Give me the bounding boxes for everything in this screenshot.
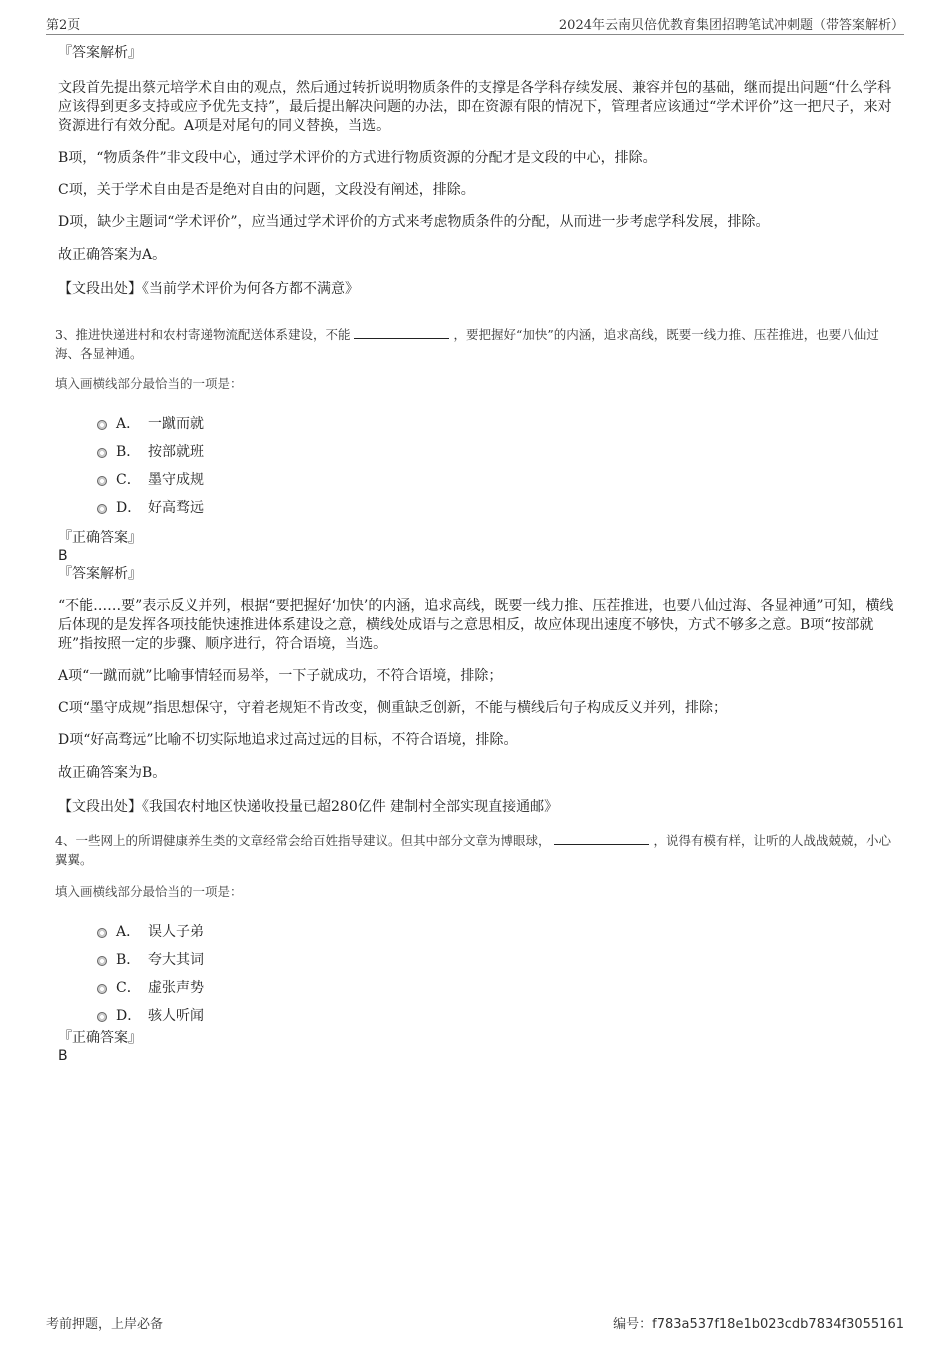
q3-options (97, 409, 900, 521)
document-title: 2024年云南贝倍优教育集团招聘笔试冲刺题（带答案解析） (558, 18, 904, 33)
q3-prompt: 填入画横线部分最恰当的一项是： (55, 376, 243, 391)
q2-conclusion: 故正确答案为A。 (58, 247, 167, 263)
q2-analysis-tag: 『答案解析』 (58, 45, 142, 61)
radio-icon[interactable] (97, 504, 107, 514)
page-content (55, 44, 900, 1065)
radio-icon[interactable] (97, 1012, 107, 1022)
q3-analysis-tag: 『答案解析』 (58, 566, 142, 582)
blank-line (554, 832, 649, 845)
q3-conclusion: 故正确答案为B。 (58, 765, 167, 781)
q3-option-d[interactable]: D． 好高骛远 (97, 493, 900, 521)
q3-analysis-para-1: “不能……要”表示反义并列，根据“要把握好‘加快’的内涵，追求高线，既要一线力推、压茬推进，也要八仙过海、各显神通”可知，横线后体现的是发挥各项技能快速推进体系建设之意，横线处成语与之意思相反，故应体现出速度不够快，方式不够多之意。B项“按部就班”指按照一定的步骤、顺序进行，符合语境，当选。 (58, 598, 894, 652)
q4-options (97, 917, 900, 1029)
page-footer (46, 1313, 904, 1333)
radio-icon[interactable] (97, 984, 107, 994)
q2-source: 【文段出处】《当前学术评价为何各方都不满意》 (58, 281, 359, 297)
q3-analysis-para-2: A项“一蹴而就”比喻事情轻而易举，一下子就成功，不符合语境，排除； (58, 668, 503, 684)
q3-analysis-para-3: C项“墨守成规”指思想保守，守着老规矩不肯改变，侧重缺乏创新，不能与横线后句子构成反义并列，排除； (58, 700, 728, 716)
q3-analysis-para-4: D项“好高骛远”比喻不切实际地追求过高过远的目标，不符合语境，排除。 (58, 732, 518, 748)
q4-prompt: 填入画横线部分最恰当的一项是： (55, 884, 243, 899)
q3-option-b[interactable]: B． 按部就班 (97, 437, 900, 465)
q3-option-c[interactable]: C． 墨守成规 (97, 465, 900, 493)
q4-option-b[interactable]: B． 夸大其词 (97, 945, 900, 973)
q3-source: 【文段出处】《我国农村地区快递收投量已超280亿件 建制村全部实现直接通邮》 (58, 799, 559, 815)
q4-stem: 4、一些网上的所谓健康养生类的文章经常会给百姓指导建议。但其中部分文章为博眼球， ，说得有模有样，让听的人战战兢兢，小心翼翼。 (55, 833, 891, 867)
q3-correct-answer: B (58, 548, 68, 564)
footer-code: 编号：f783a537f18e1b023cdb7834f3055161 (613, 1317, 904, 1332)
q4-option-c[interactable]: C． 虚张声势 (97, 973, 900, 1001)
page-header (46, 14, 904, 35)
radio-icon[interactable] (97, 448, 107, 458)
q4-option-a[interactable]: A． 误人子弟 (97, 917, 900, 945)
q2-analysis-para-3: C项，关于学术自由是否是绝对自由的问题，文段没有阐述，排除。 (58, 182, 475, 198)
q2-analysis-para-2: B项，“物质条件”非文段中心，通过学术评价的方式进行物质资源的分配才是文段的中心，排除。 (58, 150, 657, 166)
radio-icon[interactable] (97, 476, 107, 486)
radio-icon[interactable] (97, 928, 107, 938)
q2-analysis-para-1: 文段首先提出蔡元培学术自由的观点，然后通过转折说明物质条件的支撑是各学科存续发展、兼容并包的基础，继而提出问题“什么学科应该得到更多支持或应予优先支持”，最后提出解决问题的办法，即在资源有限的情况下，管理者应该通过“学术评价”这一把尺子，来对资源进行有效分配。A项是对尾句的同义替换，当选。 (58, 80, 892, 134)
q4-option-d[interactable]: D． 骇人听闻 (97, 1001, 900, 1029)
q3-stem: 3、推进快递进村和农村寄递物流配送体系建设，不能 ，要把握好“加快”的内涵，追求高线，既要一线力推、压茬推进，也要八仙过海、各显神通。 (55, 327, 879, 361)
page-number: 第2页 (46, 18, 81, 33)
q3-option-a[interactable]: A． 一蹴而就 (97, 409, 900, 437)
footer-slogan: 考前押题，上岸必备 (46, 1317, 164, 1332)
q2-analysis-para-4: D项，缺少主题词“学术评价”，应当通过学术评价的方式来考虑物质条件的分配，从而进一步考虑学科发展，排除。 (58, 214, 770, 230)
q4-correct-tag: 『正确答案』 (58, 1030, 142, 1046)
radio-icon[interactable] (97, 420, 107, 430)
radio-icon[interactable] (97, 956, 107, 966)
blank-line (354, 326, 449, 339)
q3-correct-tag: 『正确答案』 (58, 530, 142, 546)
q4-correct-answer: B (58, 1048, 68, 1064)
